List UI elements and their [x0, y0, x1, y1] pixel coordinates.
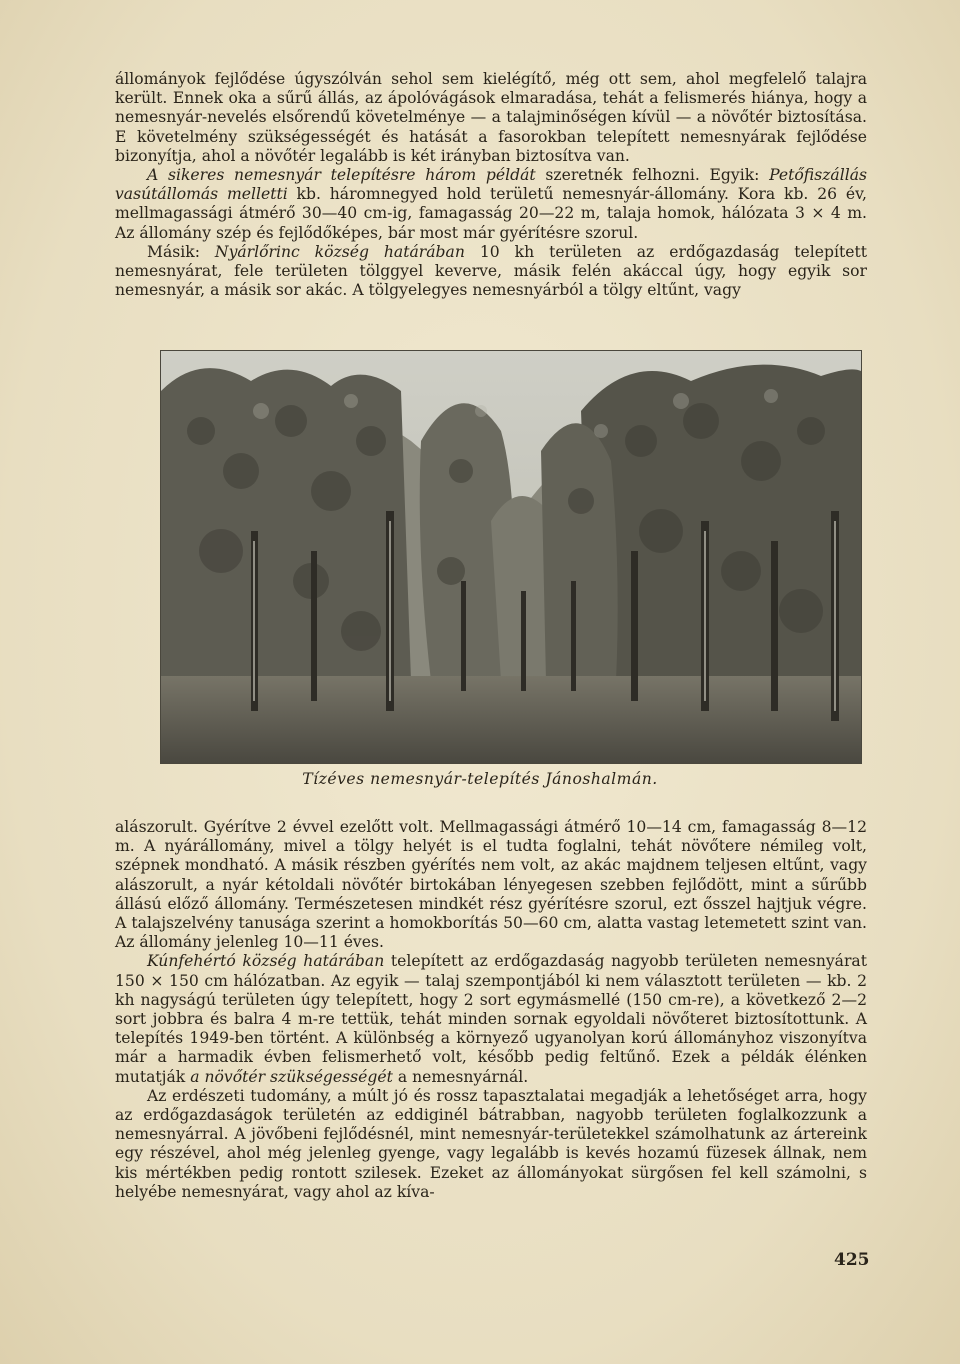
paragraph: állományok fejlődése úgyszólván sehol sem kielégítő, még ott sem, ahol megfelelő talajra került. Ennek oka a sűrű állás, az ápolóvágások elmaradása, tehát a felismerés hiánya, hogy a nemesnyár-nevelés elsőrendű követelménye — a talajminőségen kívül — a növőtér biztosítása. E követelmény szükségességét és hatását a fasorokban telepített nemesnyárak fejlődése bizonyítja, ahol a növőtér legalább is két irányban biztosítva van. — [115, 70, 867, 165]
paragraph: Az erdészeti tudomány, a múlt jó és rossz tapasztalatai megadják a lehetőséget arra, hogy az erdőgazdaságok területén az eddiginél bátrabban, nagyobb területen foglalkozzunk a nemesnyárral. A jövőbeni fejlődésnél, mint nemesnyár-területekkel számolhatunk az ártereink egy részével, ahol még jelenleg gyenge, vagy legalább is kevés hozamú füzesek állnak, nem kis mértékben pedig rontott szilesek. Ezeket az állományokat sürgősen fel kell számolni, s helyébe nemesnyárat, vagy ahol az kíva- — [115, 1086, 867, 1201]
body-text-bottom — [115, 818, 867, 1202]
paragraph: alászorult. Gyérítve 2 évvel ezelőtt volt. Mellmagassági átmérő 10—14 cm, famagasság 8—12 m. A nyárállomány, mivel a tölgy helyét is el tudta foglalni, tehát növőtere némileg volt, szépnek mondható. A másik részben gyérítés nem volt, az akác majdnem teljesen eltűnt, vagy alászorult, a nyár kétoldali növőtér birtokában lényegesen szebben fejlődött, mint a sűrűbb állású előző állomány. Természetesen mindkét rész gyérítésre szorul, ezt ősszel hajtjuk végre. A talajszelvény tanusága szerint a homokborítás 50—60 cm, alatta vastag letemetett szint van. Az állomány jelenleg 10—11 éves. — [115, 818, 867, 952]
text-run: telepített az erdőgazdaság nagyobb területen nemesnyárat 150 × 150 cm hálózatban. Az egyik — talaj szempontjából ki nem választott területen — kb. 2 kh nagyságú területen úgy telepített, hogy 2 sort egymásmellé (150 cm-re), a következő 2—2 sort jobbra és balra 4 m-re tettük, tehát minden sornak egyoldali növőteret biztosítottunk. A telepítés 1949-ben történt. A különbség a környező ugyanolyan korú állományhoz viszonyítva már a harmadik évben felismerhető volt, később pedig feltűnő. Ezek a példák élénken mutatják — [115, 952, 867, 1086]
photo-caption: Tízéves nemesnyár-telepítés Jánoshalmán. — [302, 770, 658, 788]
italic-phrase: Nyárlőrinc község határában — [214, 242, 465, 261]
text-run: a nemesnyárnál. — [392, 1067, 529, 1086]
text-run: szeretnék felhozni. Egyik: — [535, 166, 770, 185]
italic-phrase: A sikeres nemesnyár telepítésre három példát — [147, 166, 536, 185]
page-number: 425 — [834, 1250, 870, 1270]
paragraph — [115, 166, 867, 243]
italic-phrase: Petőfiszállás vasútállomás melletti — [115, 166, 867, 204]
paragraph — [115, 952, 867, 1086]
body-text-top — [115, 70, 867, 300]
paragraph — [115, 243, 867, 301]
italic-phrase: Kúnfehértó község határában — [147, 952, 385, 971]
text-run: 10 kh területen az erdőgazdaság telepített nemesnyárat, fele területen tölggyel keverve, másik felén akáccal úgy, hogy egyik sor nemesnyár, a másik sor akác. A tölgyelegyes nemesnyárból a tölgy eltűnt, vagy — [115, 242, 867, 300]
text-run: kb. háromnegyed hold területű nemesnyár-állomány. Kora kb. 26 év, mellmagassági átmérő 30—40 cm-ig, famagasság 20—22 m, talaja homok, hálózata 3 × 4 m. Az állomány szép és fejlődőképes, bár most már gyérítésre szorul. — [115, 185, 867, 242]
forest-photo — [160, 350, 862, 764]
italic-phrase: a növőtér szükségességét — [190, 1067, 393, 1086]
text-run: Másik: — [147, 242, 215, 261]
